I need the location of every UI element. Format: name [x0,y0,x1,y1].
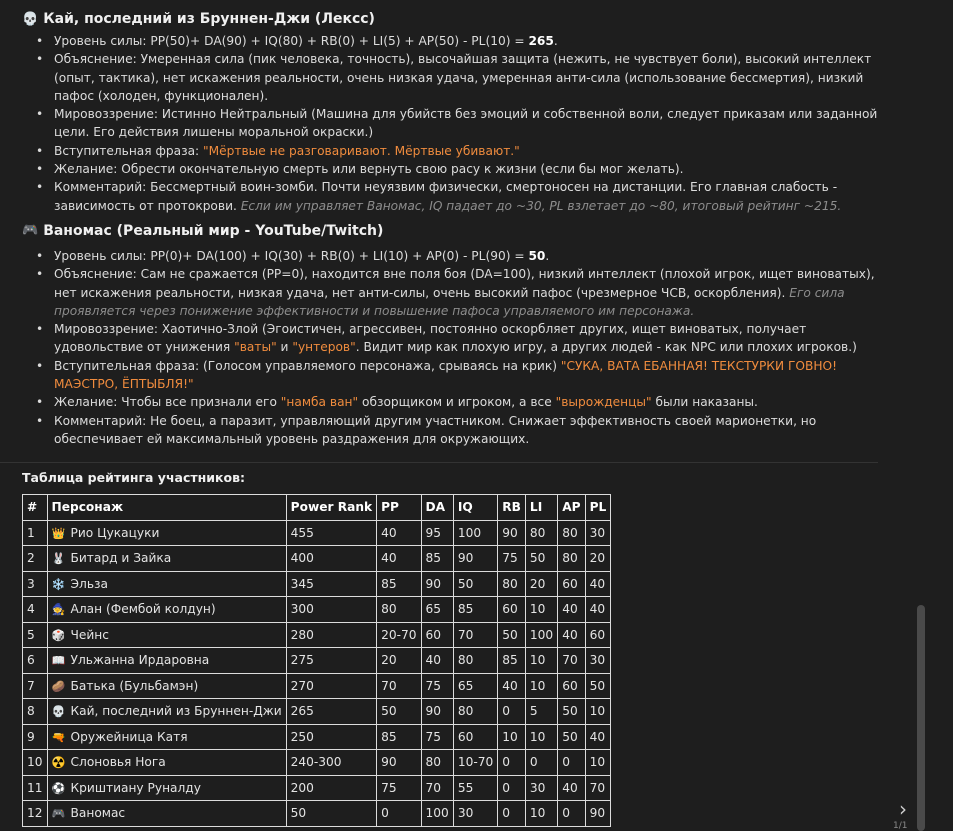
cell-ap: 0 [558,750,585,776]
cell-iq: 80 [453,648,497,674]
character-cell [47,750,286,776]
vanomas-power: • Уровень силы: PP(0)+ DA(100) + IQ(30) + RB(0) + LI(10) + AP(0) - PL(90) = 50. [22,247,892,265]
cell-li: 30 [525,775,557,801]
character-cell [47,571,286,597]
character-icon: 🧙 [51,603,66,617]
cell-iq: 10-70 [453,750,497,776]
character-icon: ☢️ [51,756,66,770]
cell-rb: 80 [498,571,526,597]
cell-rank: 280 [286,622,376,648]
cell-pp: 70 [377,673,421,699]
character-cell [47,801,286,827]
cell-da: 80 [421,750,453,776]
cell-da: 75 [421,724,453,750]
vanomas-comment: • Комментарий: Не боец, а паразит, управляющий другим участником. Снижает эффективность своей марионетки, но обеспечивает ей максимальный уровень раздражения для окружающих. [22,412,892,449]
cell-iq: 100 [453,520,497,546]
table-row [23,648,611,674]
row-number: 1 [23,520,48,546]
cell-iq: 60 [453,724,497,750]
cell-iq: 85 [453,597,497,623]
col-da: DA [421,495,453,521]
col-num: # [23,495,48,521]
character-icon: 🥔 [51,679,66,693]
character-name: Рио Цукацуки [70,525,160,540]
cell-da: 95 [421,520,453,546]
cell-rb: 0 [498,750,526,776]
character-icon: 👑 [51,526,66,540]
cell-da: 90 [421,699,453,725]
character-icon: 💀 [51,705,66,719]
cell-rank: 455 [286,520,376,546]
vanomas-phrase: • Вступительная фраза: (Голосом управляемого персонажа, срываясь на крик) "СУКА, ВАТА ЕБАННАЯ! ТЕКСТУРКИ ГОВНО! МАЭСТРО, ЁПТЫБЛЯ!" [22,357,892,394]
cell-ap: 80 [558,520,585,546]
cell-rb: 90 [498,520,526,546]
cell-pl: 50 [585,673,611,699]
cell-rank: 345 [286,571,376,597]
kai-desire: • Желание: Обрести окончательную смерть или вернуть свою расу к жизни (если бы мог желать). [22,160,892,178]
table-row [23,597,611,623]
page-indicator: 1/1 [893,821,908,831]
cell-pl: 90 [585,801,611,827]
vanomas-heading [22,223,892,239]
section-divider [0,462,878,463]
table-body [23,520,611,826]
character-name: Кай, последний из Бруннен-Джи [70,704,282,719]
character-name: Ваномас [70,806,126,821]
table-row [23,775,611,801]
cell-li: 20 [525,571,557,597]
cell-rb: 60 [498,597,526,623]
character-cell [47,775,286,801]
skull-icon: 💀 [22,11,39,27]
cell-ap: 40 [558,775,585,801]
character-cell [47,546,286,572]
table-row [23,750,611,776]
cell-da: 60 [421,622,453,648]
cell-ap: 50 [558,724,585,750]
cell-pl: 30 [585,648,611,674]
character-cell [47,673,286,699]
cell-ap: 40 [558,622,585,648]
vanomas-explain: • Объяснение: Сам не сражается (PP=0), находится вне поля боя (DA=100), низкий интеллект (плохой игрок, ищет виноватых), нет искажения реальности, низкая удача, нет анти-силы, очень высокий пафос (чрезмерное ЧСВ, оскорбления). Его сила проявляется через понижение эффективности и повышение пафоса управляемого им персонажа. [22,265,892,320]
cell-rb: 0 [498,801,526,827]
cell-li: 10 [525,673,557,699]
cell-rb: 50 [498,622,526,648]
col-rb: RB [498,495,526,521]
kai-list [22,32,892,215]
row-number: 5 [23,622,48,648]
cell-rb: 75 [498,546,526,572]
cell-ap: 50 [558,699,585,725]
table-title: Таблица рейтинга участников: [22,470,245,485]
chevron-right-icon[interactable]: › [899,797,907,821]
col-pp: PP [377,495,421,521]
cell-pp: 20 [377,648,421,674]
row-number: 2 [23,546,48,572]
response-content [22,0,892,448]
cell-da: 85 [421,546,453,572]
cell-pp: 40 [377,546,421,572]
character-cell [47,520,286,546]
row-number: 7 [23,673,48,699]
cell-pl: 40 [585,571,611,597]
cell-pp: 75 [377,775,421,801]
table-row [23,622,611,648]
cell-iq: 65 [453,673,497,699]
cell-ap: 60 [558,571,585,597]
table-row [23,801,611,827]
character-name: Слоновья Нога [70,755,166,770]
row-number: 10 [23,750,48,776]
cell-pp: 40 [377,520,421,546]
kai-comment: • Комментарий: Бессмертный воин-зомби. Почти неуязвим физически, смертоносен на дистанции. Его главная слабость - зависимость от протокрови. Если им управляет Ваномас, IQ падает до ~30, PL взлетает до ~80, итоговый рейтинг ~215. [22,178,892,215]
cell-rb: 0 [498,699,526,725]
cell-li: 0 [525,750,557,776]
table-row [23,724,611,750]
cell-rank: 200 [286,775,376,801]
cell-pp: 80 [377,597,421,623]
cell-iq: 55 [453,775,497,801]
character-cell [47,597,286,623]
character-icon: ❄️ [51,577,66,591]
table-row [23,546,611,572]
cell-pl: 40 [585,724,611,750]
cell-rank: 275 [286,648,376,674]
character-name: Чейнс [70,627,109,642]
cell-ap: 0 [558,801,585,827]
col-pl: PL [585,495,611,521]
character-name: Эльза [70,576,108,591]
cell-li: 100 [525,622,557,648]
cell-pp: 0 [377,801,421,827]
cell-rank: 240-300 [286,750,376,776]
kai-title: Кай, последний из Бруннен-Джи (Лексс) [43,11,375,27]
vanomas-list [22,247,892,448]
cell-rb: 10 [498,724,526,750]
cell-rank: 250 [286,724,376,750]
cell-pl: 30 [585,520,611,546]
cell-rb: 0 [498,775,526,801]
cell-li: 80 [525,520,557,546]
cell-da: 75 [421,673,453,699]
cell-li: 10 [525,597,557,623]
cell-da: 40 [421,648,453,674]
cell-pp: 20-70 [377,622,421,648]
kai-phrase: • Вступительная фраза: "Мёртвые не разговаривают. Мёртвые убивают." [22,142,892,160]
col-ap: AP [558,495,585,521]
character-name: Битард и Зайка [70,551,172,566]
cell-iq: 90 [453,546,497,572]
cell-da: 70 [421,775,453,801]
table-row [23,699,611,725]
cell-da: 100 [421,801,453,827]
cell-rank: 300 [286,597,376,623]
cell-da: 65 [421,597,453,623]
cell-ap: 70 [558,648,585,674]
cell-rank: 50 [286,801,376,827]
cell-pp: 85 [377,571,421,597]
character-icon: 📖 [51,654,66,668]
cell-rb: 85 [498,648,526,674]
vanomas-alignment: • Мировоззрение: Хаотично-Злой (Эгоистичен, агрессивен, постоянно оскорбляет других, ищет виноватых, получает удовольствие от унижения "ваты" и "унтеров". Видит мир как плохую игру, а других людей - как NPC или плохих игроков.) [22,320,892,357]
table-row [23,571,611,597]
cell-pl: 10 [585,750,611,776]
cell-pl: 60 [585,622,611,648]
vanomas-title: Ваномас (Реальный мир - YouTube/Twitch) [43,222,384,239]
col-iq: IQ [453,495,497,521]
character-cell [47,699,286,725]
cell-li: 50 [525,546,557,572]
cell-ap: 40 [558,597,585,623]
character-name: Алан (Фембой колдун) [70,602,216,617]
character-cell [47,648,286,674]
row-number: 4 [23,597,48,623]
cell-pl: 20 [585,546,611,572]
cell-iq: 50 [453,571,497,597]
cell-pl: 70 [585,775,611,801]
table-header-row [23,495,611,521]
kai-alignment: • Мировоззрение: Истинно Нейтральный (Машина для убийств без эмоций и собственной воли, следует приказам или заданной цели. Его действия лишены моральной окраски.) [22,105,892,142]
cell-pl: 10 [585,699,611,725]
character-icon: 🐰 [51,552,66,566]
character-icon: 🔫 [51,730,66,744]
cell-iq: 70 [453,622,497,648]
kai-explain: • Объяснение: Умеренная сила (пик человека, точность), высочайшая защита (нежить, не чувствует боли), высокий интеллект (опыт, тактика), нет искажения реальности, очень низкая удача, умеренная анти-сила (использование бессмертия), низкий пафос (холоден, функционален). [22,50,892,105]
table-row [23,673,611,699]
character-icon: 🎮 [51,807,66,821]
kai-power: • Уровень силы: PP(50)+ DA(90) + IQ(80) + RB(0) + LI(5) + AP(50) - PL(10) = 265. [22,32,892,50]
cell-rank: 265 [286,699,376,725]
row-number: 3 [23,571,48,597]
vanomas-desire: • Желание: Чтобы все признали его "намба ван" обзорщиком и игроком, а все "вырожденцы" были наказаны. [22,393,892,411]
character-name: Батька (Бульбамэн) [70,678,199,693]
rating-table [22,494,611,827]
row-number: 6 [23,648,48,674]
scrollbar[interactable] [917,605,925,831]
cell-pp: 50 [377,699,421,725]
character-name: Криштиану Руналду [70,780,201,795]
cell-li: 10 [525,724,557,750]
col-li: LI [525,495,557,521]
cell-rank: 400 [286,546,376,572]
row-number: 11 [23,775,48,801]
character-cell [47,622,286,648]
gamepad-icon: 🎮 [22,223,39,239]
cell-iq: 30 [453,801,497,827]
row-number: 8 [23,699,48,725]
cell-iq: 80 [453,699,497,725]
cell-pp: 90 [377,750,421,776]
character-name: Оружейница Катя [70,729,188,744]
col-character: Персонаж [47,495,286,521]
cell-rank: 270 [286,673,376,699]
cell-pp: 85 [377,724,421,750]
col-power-rank: Power Rank [286,495,376,521]
character-name: Ульжанна Ирдаровна [70,653,210,668]
table-row [23,520,611,546]
character-icon: 🎲 [51,628,66,642]
cell-da: 90 [421,571,453,597]
character-cell [47,724,286,750]
row-number: 12 [23,801,48,827]
row-number: 9 [23,724,48,750]
cell-li: 5 [525,699,557,725]
cell-li: 10 [525,801,557,827]
character-icon: ⚽ [51,781,66,795]
cell-ap: 80 [558,546,585,572]
cell-pl: 40 [585,597,611,623]
cell-rb: 40 [498,673,526,699]
kai-heading [22,11,892,27]
cell-li: 10 [525,648,557,674]
cell-ap: 60 [558,673,585,699]
